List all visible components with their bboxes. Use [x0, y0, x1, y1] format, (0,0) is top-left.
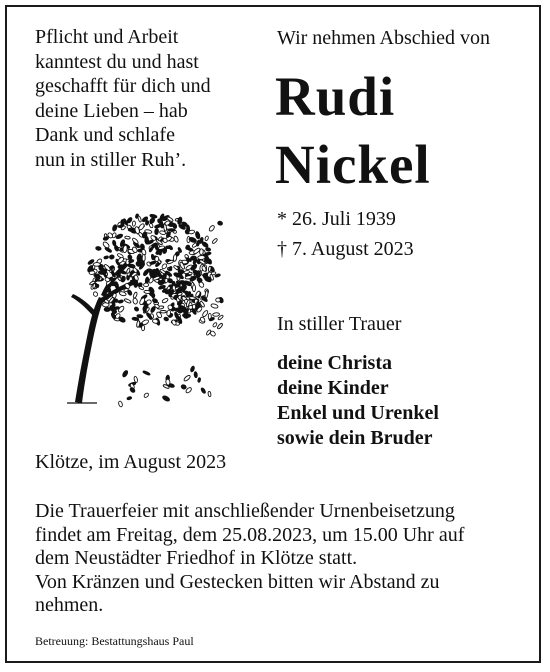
death-date: † 7. August 2023 [277, 238, 414, 260]
windswept-tree-icon [57, 197, 227, 422]
memorial-verse: Pflicht und Arbeit kanntest du und hast geschafft für dich und deine Lieben – hab Dank und schlafe nun in stiller Ruh’. [35, 26, 211, 171]
mourners-list [277, 351, 439, 451]
deceased-last-name: Nickel [275, 134, 431, 195]
notice-line: nehmen. [35, 594, 104, 616]
foliage [87, 213, 224, 407]
mourner-item: deine Christa [277, 352, 392, 374]
notice-line: Die Trauerfeier mit anschließender Urnenbeisetzung [35, 500, 455, 522]
birth-date: * 26. Juli 1939 [277, 208, 396, 230]
place-and-date: Klötze, im August 2023 [35, 451, 227, 473]
obituary-frame [5, 5, 541, 663]
notice-line: Von Kränzen und Gestecken bitten wir Abstand zu [35, 570, 440, 593]
notice-line: findet am Freitag, dem 25.08.2023, um 15.00 Uhr auf [35, 523, 465, 546]
funeral-notice [35, 500, 533, 618]
mourning-line: In stiller Trauer [277, 313, 402, 335]
funeral-home-credit: Betreuung: Bestattungshaus Paul [35, 634, 194, 648]
mourner-item: sowie dein Bruder [277, 427, 433, 449]
notice-line: dem Neustädter Friedhof in Klötze statt. [35, 547, 358, 569]
mourner-item: deine Kinder [277, 377, 389, 399]
mourner-item: Enkel und Urenkel [277, 402, 439, 424]
farewell-heading: Wir nehmen Abschied von [277, 27, 491, 49]
deceased-first-name: Rudi [275, 66, 396, 127]
